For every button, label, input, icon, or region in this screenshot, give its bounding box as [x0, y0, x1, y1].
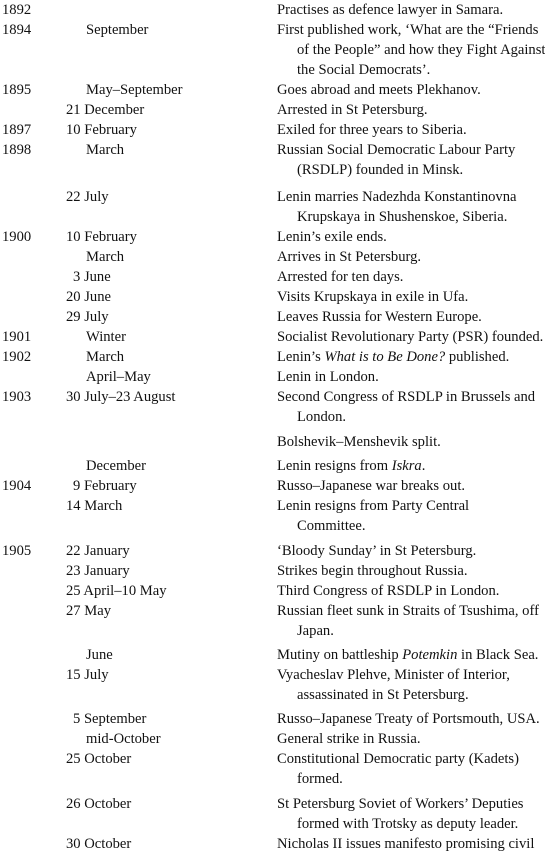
date-cell: 10 February — [66, 229, 137, 245]
event-cell — [277, 665, 510, 705]
chronology-row — [0, 496, 500, 536]
chronology-row — [0, 601, 539, 641]
event-cell — [277, 347, 510, 367]
year-cell: 1895 — [2, 82, 32, 98]
event-text-line: St Petersburg Soviet of Workers’ Deputies — [277, 796, 524, 812]
event-text-line: Lenin’s What is to Be Done? published. — [277, 349, 510, 365]
year-cell: 1903 — [2, 389, 32, 405]
event-text-line: Constitutional Democratic party (Kadets) — [277, 751, 519, 767]
chronology-row — [0, 187, 517, 227]
date-cell: 15 July — [66, 667, 109, 683]
date-cell: May–September — [86, 82, 183, 98]
chronology-row — [0, 645, 539, 665]
event-text-line: formed with Trotsky as deputy leader. — [297, 816, 519, 832]
year-cell: 1897 — [2, 122, 32, 138]
chronology-row — [0, 665, 510, 705]
date-cell: 5 September — [73, 711, 147, 727]
event-cell — [277, 601, 539, 641]
event-text-line: Strikes begin throughout Russia. — [277, 563, 468, 579]
event-text-line: Arrested in St Petersburg. — [277, 102, 428, 118]
event-text-line: Lenin in London. — [277, 369, 379, 385]
date-cell: mid-October — [86, 731, 161, 747]
date-cell: 22 January — [66, 543, 130, 559]
chronology-row — [0, 120, 500, 140]
chronology-row — [0, 456, 500, 476]
date-cell: March — [86, 349, 125, 365]
year-cell: 1902 — [2, 349, 32, 365]
event-text-line: Russian fleet sunk in Straits of Tsushima, off — [277, 603, 539, 619]
date-cell: 29 July — [66, 309, 109, 325]
chronology-row — [0, 327, 544, 347]
event-cell — [277, 541, 499, 561]
date-cell: 25 April–10 May — [66, 583, 167, 599]
event-cell — [277, 794, 524, 834]
date-cell: 27 May — [66, 603, 111, 619]
date-cell: December — [86, 458, 146, 474]
event-text-line: Russo–Japanese Treaty of Portsmouth, USA. — [277, 711, 540, 727]
event-cell — [277, 367, 499, 387]
event-cell — [277, 80, 499, 100]
date-cell: 9 February — [73, 478, 137, 494]
event-text-line: Mutiny on battleship Potemkin in Black Sea. — [277, 647, 539, 663]
date-cell: Winter — [86, 329, 126, 345]
event-text-line: assassinated in St Petersburg. — [297, 687, 469, 703]
event-cell — [277, 0, 504, 20]
event-text-line: (RSDLP) founded in Minsk. — [297, 162, 464, 178]
date-cell: 3 June — [73, 269, 111, 285]
event-text-line: Exiled for three years to Siberia. — [277, 122, 467, 138]
event-text-line: Nicholas II issues manifesto promising civil — [277, 836, 535, 852]
event-text-line: ‘Bloody Sunday’ in St Petersburg. — [277, 543, 477, 559]
chronology-row — [0, 709, 540, 729]
event-cell — [277, 287, 499, 307]
event-text-line: Russo–Japanese war breaks out. — [277, 478, 466, 494]
chronology-row — [0, 432, 500, 452]
chronology-row — [0, 307, 500, 327]
date-cell: 20 June — [66, 289, 111, 305]
chronology-row — [0, 387, 536, 427]
chronology-row — [0, 140, 516, 180]
date-cell: March — [86, 142, 125, 158]
year-cell: 1892 — [2, 2, 32, 18]
event-cell — [277, 120, 499, 140]
chronology-row — [0, 729, 500, 749]
event-cell — [277, 387, 536, 427]
event-text-line: London. — [297, 409, 347, 425]
chronology-row — [0, 227, 500, 247]
event-cell — [277, 456, 499, 476]
chronology-row — [0, 541, 500, 561]
date-cell: April–May — [86, 369, 151, 385]
event-cell — [277, 227, 499, 247]
date-cell: 25 October — [66, 751, 132, 767]
event-text-line: formed. — [297, 771, 343, 787]
event-text-line: of the People” and how they Fight Against — [297, 42, 545, 58]
event-text-line: Committee. — [297, 518, 366, 534]
event-text-line: Arrested for ten days. — [277, 269, 404, 285]
event-cell — [277, 834, 535, 854]
chronology-row — [0, 287, 500, 307]
event-text-line: Lenin’s exile ends. — [277, 229, 387, 245]
event-cell — [277, 267, 499, 287]
event-cell — [277, 496, 499, 536]
event-text-line: General strike in Russia. — [277, 731, 421, 747]
event-text-line: Bolshevik–Menshevik split. — [277, 434, 441, 450]
event-text-line: Socialist Revolutionary Party (PSR) founded. — [277, 329, 544, 345]
chronology-row — [0, 749, 519, 789]
date-cell: 21 December — [66, 102, 145, 118]
chronology-row — [0, 347, 510, 367]
event-text-line: Lenin marries Nadezhda Konstantinovna — [277, 189, 517, 205]
event-text-line: Second Congress of RSDLP in Brussels and — [277, 389, 536, 405]
date-cell: 30 October — [66, 836, 132, 852]
date-cell: June — [86, 647, 113, 663]
chronology-row — [0, 100, 500, 120]
event-cell — [277, 581, 499, 601]
event-text-line: Arrives in St Petersburg. — [277, 249, 422, 265]
chronology-row — [0, 80, 500, 100]
chronology-row — [0, 0, 504, 20]
event-cell — [277, 327, 544, 347]
event-text-line: the Social Democrats’. — [297, 62, 431, 78]
date-cell: 14 March — [66, 498, 123, 514]
year-cell: 1905 — [2, 543, 32, 559]
event-text-line: Lenin resigns from Iskra. — [277, 458, 426, 474]
event-cell — [277, 645, 539, 665]
event-cell — [277, 476, 499, 496]
chronology-row — [0, 20, 545, 80]
event-text-line: Vyacheslav Plehve, Minister of Interior, — [277, 667, 510, 683]
event-cell — [277, 749, 519, 789]
chronology-row — [0, 561, 500, 581]
event-cell — [277, 307, 499, 327]
event-text-line: Japan. — [297, 623, 334, 639]
event-text-line: First published work, ‘What are the “Friends — [277, 22, 539, 38]
chronology-row — [0, 834, 535, 854]
year-cell: 1904 — [2, 478, 32, 494]
event-cell — [277, 20, 545, 80]
chronology-row — [0, 581, 500, 601]
event-text-line: Russian Social Democratic Labour Party — [277, 142, 516, 158]
chronology-row — [0, 367, 500, 387]
chronology-row — [0, 267, 500, 287]
event-text-line: Goes abroad and meets Plekhanov. — [277, 82, 481, 98]
date-cell: 26 October — [66, 796, 132, 812]
year-cell: 1898 — [2, 142, 32, 158]
event-cell — [277, 100, 499, 120]
event-cell — [277, 709, 540, 729]
date-cell: March — [86, 249, 125, 265]
event-cell — [277, 432, 499, 452]
year-cell: 1901 — [2, 329, 32, 345]
date-cell: 22 July — [66, 189, 109, 205]
event-cell — [277, 187, 517, 227]
chronology-row — [0, 476, 500, 496]
year-cell: 1900 — [2, 229, 32, 245]
chronology-row — [0, 794, 524, 834]
event-cell — [277, 247, 499, 267]
event-cell — [277, 140, 516, 180]
date-cell: 30 July–23 August — [66, 389, 176, 405]
date-cell: 23 January — [66, 563, 130, 579]
event-text-line: Leaves Russia for Western Europe. — [277, 309, 482, 325]
event-text-line: Third Congress of RSDLP in London. — [277, 583, 500, 599]
event-cell — [277, 729, 499, 749]
event-text-line: Practises as defence lawyer in Samara. — [277, 2, 504, 18]
date-cell: 10 February — [66, 122, 137, 138]
event-text-line: Lenin resigns from Party Central — [277, 498, 470, 514]
year-cell: 1894 — [2, 22, 32, 38]
event-text-line: Visits Krupskaya in exile in Ufa. — [277, 289, 469, 305]
event-text-line: Krupskaya in Shushenskoe, Siberia. — [297, 209, 508, 225]
chronology-row — [0, 247, 500, 267]
date-cell: September — [86, 22, 149, 38]
event-cell — [277, 561, 499, 581]
